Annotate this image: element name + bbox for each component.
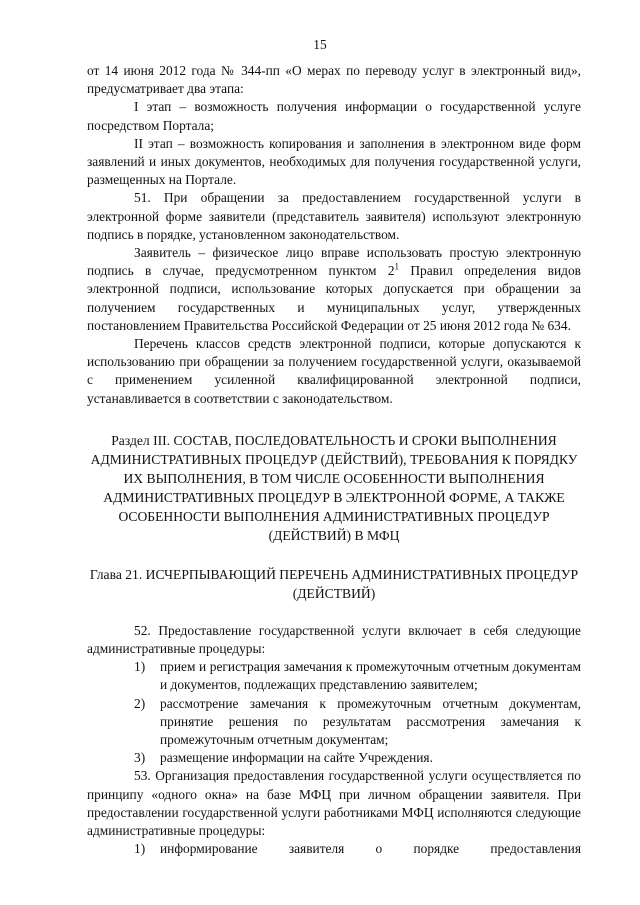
document-body <box>87 62 581 859</box>
applicant-text-before: Заявитель – физическое лицо вправе использовать простую электронную подпись в случае, предусмотренном пунктом 2 <box>87 245 581 279</box>
list-item-number: 1) <box>134 659 146 675</box>
paragraph-51: 51. При обращении за предоставлением государственной услуги в электронной форме заявители (представитель заявителя) используют электронную подпись в порядке, установленном законодательством. <box>87 190 581 242</box>
list-item-text: информирование заявителя о порядке предоставления <box>160 841 581 857</box>
stage-one: I этап – возможность получения информации о государственной услуге посредством Портала; <box>87 99 581 133</box>
list-item-text: прием и регистрация замечания к промежуточным отчетным документам и документов, подлежащих представлению заявителем; <box>160 659 581 693</box>
list-item-number: 3) <box>134 750 146 766</box>
chapter-title: Глава 21. ИСЧЕРПЫВАЮЩИЙ ПЕРЕЧЕНЬ АДМИНИСТРАТИВНЫХ ПРОЦЕДУР (ДЕЙСТВИЙ) <box>89 566 579 601</box>
list-item <box>87 658 581 694</box>
page-number: 15 <box>313 37 327 52</box>
list-item-text: размещение информации на сайте Учреждения. <box>160 750 433 766</box>
list-item-number: 1) <box>134 841 146 857</box>
list-item <box>87 840 581 858</box>
list-item-number: 2) <box>134 695 146 711</box>
procedure-list-53 <box>87 840 581 858</box>
intro-continuation: от 14 июня 2012 года № 344-пп «О мерах по переводу услуг в электронный вид», предусматривает два этапа: <box>87 63 581 97</box>
applicant-text-after: Правил определения видов электронной подписи, использование которых допускается при обращении за получением государственных и муниципальных услуг, утвержденных постановлением Правительства Российской Федерации от 25 июня 2012 года № 634. <box>87 263 582 333</box>
procedure-list-52 <box>87 658 581 767</box>
stage-two: II этап – возможность копирования и заполнения в электронном виде форм заявлений и иных документов, необходимых для получения государственной услуги, размещенных на Портале. <box>87 135 581 188</box>
applicant-paragraph <box>87 244 581 335</box>
footnote-superscript: 1 <box>394 261 400 272</box>
paragraph-53: 53. Организация предоставления государственной услуги осуществляется по принципу «одного окна» на базе МФЦ при личном обращении заявителя. При предоставлении государственной услуги работниками МФЦ исполняются следующие административные процедуры: <box>87 768 581 839</box>
paragraph-52: 52. Предоставление государственной услуги включает в себя следующие административные процедуры: <box>87 622 581 657</box>
list-item-text: рассмотрение замечания к промежуточным отчетным документам, принятие решения по результатам рассмотрения замечания к промежуточным отчетным документам; <box>160 695 581 748</box>
list-item <box>87 749 581 767</box>
signature-classes-paragraph: Перечень классов средств электронной подписи, которые допускаются к использованию при обращении за получением государственной услуги, оказываемой с применением усиленной квалифицированной электронной подписи, устанавливается в соответствии с законодательством. <box>87 336 581 406</box>
section-title: Раздел III. СОСТАВ, ПОСЛЕДОВАТЕЛЬНОСТЬ И СРОКИ ВЫПОЛНЕНИЯ АДМИНИСТРАТИВНЫХ ПРОЦЕДУР (ДЕЙСТВИЙ), ТРЕБОВАНИЯ К ПОРЯДКУ ИХ ВЫПОЛНЕНИЯ, В ТОМ ЧИСЛЕ ОСОБЕННОСТИ ВЫПОЛНЕНИЯ АДМИНИСТРАТИВНЫХ ПРОЦЕДУР В ЭЛЕКТРОННОЙ ФОРМЕ, А ТАКЖЕ ОСОБЕННОСТИ ВЫПОЛНЕНИЯ АДМИНИСТРАТИВНЫХ ПРОЦЕДУР (ДЕЙСТВИЙ) В МФЦ <box>90 432 578 543</box>
list-item <box>87 695 581 750</box>
